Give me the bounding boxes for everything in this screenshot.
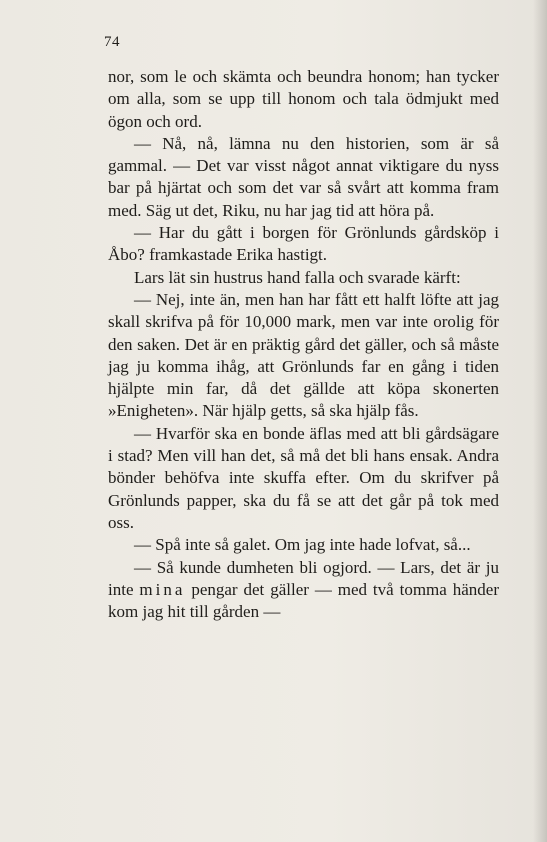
page-number: 74 — [104, 34, 120, 50]
paragraph-3: — Har du gått i borgen för Grönlunds gårdsköp i Åbo? framkastade Erika hastigt. — [108, 223, 499, 265]
paragraph-2: — Nå, nå, lämna nu den historien, som är så gammal. — Det var visst något annat viktigare du nyss bar på hjärtat och som det var så svårt att komma fram med. Säg ut det, Riku, nu har jag tid att höra på. — [108, 133, 499, 220]
paragraph-1: nor, som le och skämta och beundra honom; han tycker om alla, som se upp till honom och tala ödmjukt med ögon och ord. — [108, 67, 499, 131]
paragraph-7: — Spå inte så galet. Om jag inte hade lofvat, så... — [134, 535, 471, 555]
page-edge-shadow — [533, 0, 547, 842]
paragraph-6: — Hvarför ska en bonde äflas med att bli gårdsägare i stad? Men vill han det, så må det bli hans ensak. Andra bönder behöfva inte skuffa efter. Om du skrifver på Grönlunds papper, ska du få se att det går på tok med oss. — [108, 423, 499, 532]
emphasized-word: mina — [139, 579, 186, 599]
paragraph-4: Lars lät sin hustrus hand falla och svarade kärft: — [134, 267, 461, 287]
paragraph-8-before: — Så kunde dumheten bli ogjord. — Lars, det är ju inte — [108, 557, 499, 599]
body-text — [108, 66, 499, 623]
paragraph-8-after: pengar det gäller — med två tomma händer kom jag hit till gården — — [108, 579, 499, 622]
paragraph-8 — [108, 557, 499, 624]
paragraph-5: — Nej, inte än, men han har fått ett halft löfte att jag skall skrifva på för 10,000 mark, men var inte orolig för den saken. Det är en präktig gård det gäller, och så måste jag ju komma ihåg, att Grönlunds far en gång i tiden hjälpte min far, då det gällde att köpa skonerten »Enigheten». När hjälp getts, så ska hjälp fås. — [108, 289, 499, 421]
